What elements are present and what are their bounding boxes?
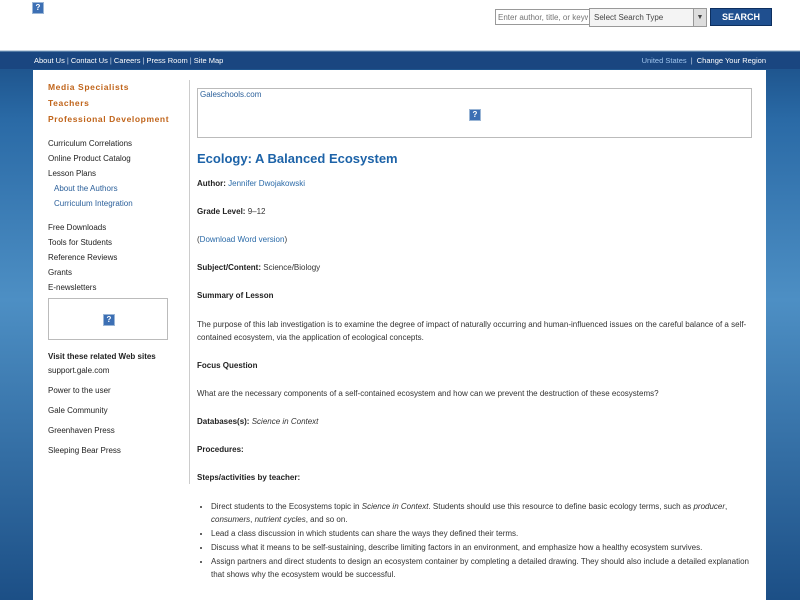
sidebar-lesson-plans[interactable]: Lesson Plans — [48, 169, 97, 178]
summary-text: The purpose of this lab investigation is to examine the degree of impact of naturally occurring and human-influenced issues on the careful balance of a self-contained ecosystem, via the application of ecological concepts. — [197, 320, 747, 342]
page-title: Ecology: A Balanced Ecosystem — [197, 151, 398, 166]
nav-site-map[interactable]: Site Map — [193, 56, 224, 65]
subject-label: Subject/Content: — [197, 263, 261, 272]
nav-careers[interactable]: Careers — [113, 56, 141, 65]
nav-about-us[interactable]: About Us — [34, 56, 65, 65]
list-item: • Discuss what it means to be self-sustaining, describe limiting factors in an environment, and emphasize how a healthy ecosystem survives. — [211, 541, 749, 554]
nav-separator: | — [142, 56, 145, 65]
question-icon: ? — [469, 109, 481, 121]
step1-text-b: Science in Context — [361, 502, 429, 511]
column-divider — [189, 80, 190, 484]
steps-list — [197, 500, 749, 581]
related-sites-heading: Visit these related Web sites — [48, 352, 156, 361]
databases-value: Science in Context — [251, 417, 319, 426]
search-input[interactable] — [495, 9, 591, 25]
step1-text-f: consumers — [211, 515, 251, 524]
download-paren-close: ) — [284, 235, 288, 244]
region-separator: | — [690, 56, 693, 65]
grade-label: Grade Level: — [197, 207, 246, 216]
sidebar — [48, 82, 188, 466]
step1-text-a: Direct students to the Ecosystems topic in — [211, 502, 362, 511]
summary-heading: Summary of Lesson — [197, 291, 274, 300]
databases-row — [197, 417, 318, 426]
grade-value: 9–12 — [247, 207, 266, 216]
related-power-to-user[interactable]: Power to the user — [48, 386, 111, 395]
region-current[interactable]: United States — [641, 56, 687, 65]
focus-heading: Focus Question — [197, 361, 258, 370]
list-item — [211, 500, 749, 526]
related-gale-community[interactable]: Gale Community — [48, 406, 108, 415]
procedures-heading: Procedures: — [197, 445, 244, 454]
related-sleeping-bear-press[interactable]: Sleeping Bear Press — [48, 446, 121, 455]
sidebar-e-newsletters[interactable]: E-newsletters — [48, 283, 97, 292]
related-support-gale[interactable]: support.gale.com — [48, 366, 110, 375]
subject-row — [197, 263, 320, 272]
list-item: • Lead a class discussion in which students can share the ways they defined their terms. — [211, 527, 749, 540]
subject-value: Science/Biology — [263, 263, 321, 272]
author-label: Author: — [197, 179, 226, 188]
sidebar-ad-box — [48, 298, 168, 340]
related-greenhaven-press[interactable]: Greenhaven Press — [48, 426, 115, 435]
steps-heading: Steps/activities by teacher: — [197, 473, 301, 482]
banner-label[interactable]: Galeschools.com — [200, 90, 262, 99]
nav-contact-us[interactable]: Contact Us — [70, 56, 108, 65]
main-content — [197, 88, 753, 579]
step1-text-c: . Students should use this resource to define basic ecology terms, such as — [428, 502, 694, 511]
sidebar-tools-for-students[interactable]: Tools for Students — [48, 238, 113, 247]
sidebar-professional-development[interactable]: Professional Development — [48, 114, 170, 124]
nav-separator: | — [189, 56, 192, 65]
sidebar-curriculum-integration[interactable]: Curriculum Integration — [54, 199, 133, 208]
grade-row — [197, 207, 266, 216]
author-row — [197, 179, 305, 188]
question-icon[interactable]: ? — [32, 2, 44, 14]
sidebar-curriculum-correlations[interactable]: Curriculum Correlations — [48, 139, 133, 148]
top-header — [0, 0, 800, 50]
nav-links — [34, 56, 223, 65]
databases-label: Databases(s): — [197, 417, 250, 426]
list-item: • Assign partners and direct students to design an ecosystem container by completing a detailed drawing. They should also include a detailed explanation that shows why the ecosystem would be successful. — [211, 555, 749, 581]
sidebar-online-product-catalog[interactable]: Online Product Catalog — [48, 154, 131, 163]
step1-text-e: , — [725, 502, 728, 511]
galeschools-banner — [197, 88, 752, 138]
page-body — [33, 70, 766, 600]
question-icon: ? — [103, 314, 115, 326]
download-word-link[interactable]: Download Word version — [199, 235, 285, 244]
step1-text-i: , and so on. — [305, 515, 348, 524]
sidebar-about-authors[interactable]: About the Authors — [54, 184, 118, 193]
nav-bar — [0, 52, 800, 69]
sidebar-teachers[interactable]: Teachers — [48, 98, 90, 108]
change-region-link[interactable]: Change Your Region — [696, 56, 766, 65]
sidebar-media-specialists[interactable]: Media Specialists — [48, 82, 130, 92]
focus-text: What are the necessary components of a self-contained ecosystem and how can we prevent the destruction of these ecosystems? — [197, 389, 659, 398]
steps-list-container — [197, 500, 749, 582]
nav-separator: | — [66, 56, 69, 65]
download-paren-open: ( — [197, 235, 200, 244]
search-button[interactable]: SEARCH — [710, 8, 772, 26]
region-links — [642, 56, 766, 65]
download-row — [197, 235, 287, 244]
nav-separator: | — [109, 56, 112, 65]
search-type-value: Select Search Type — [594, 13, 664, 22]
sidebar-reference-reviews[interactable]: Reference Reviews — [48, 253, 118, 262]
chevron-down-icon: ▼ — [693, 9, 706, 26]
search-type-select[interactable] — [589, 8, 707, 27]
author-link[interactable]: Jennifer Dwojakowski — [228, 179, 306, 188]
nav-press-room[interactable]: Press Room — [146, 56, 188, 65]
step1-text-d: producer — [693, 502, 726, 511]
sidebar-free-downloads[interactable]: Free Downloads — [48, 223, 107, 232]
step1-text-h: nutrient cycles — [254, 515, 306, 524]
step1-text-g: , — [250, 515, 255, 524]
sidebar-grants[interactable]: Grants — [48, 268, 73, 277]
